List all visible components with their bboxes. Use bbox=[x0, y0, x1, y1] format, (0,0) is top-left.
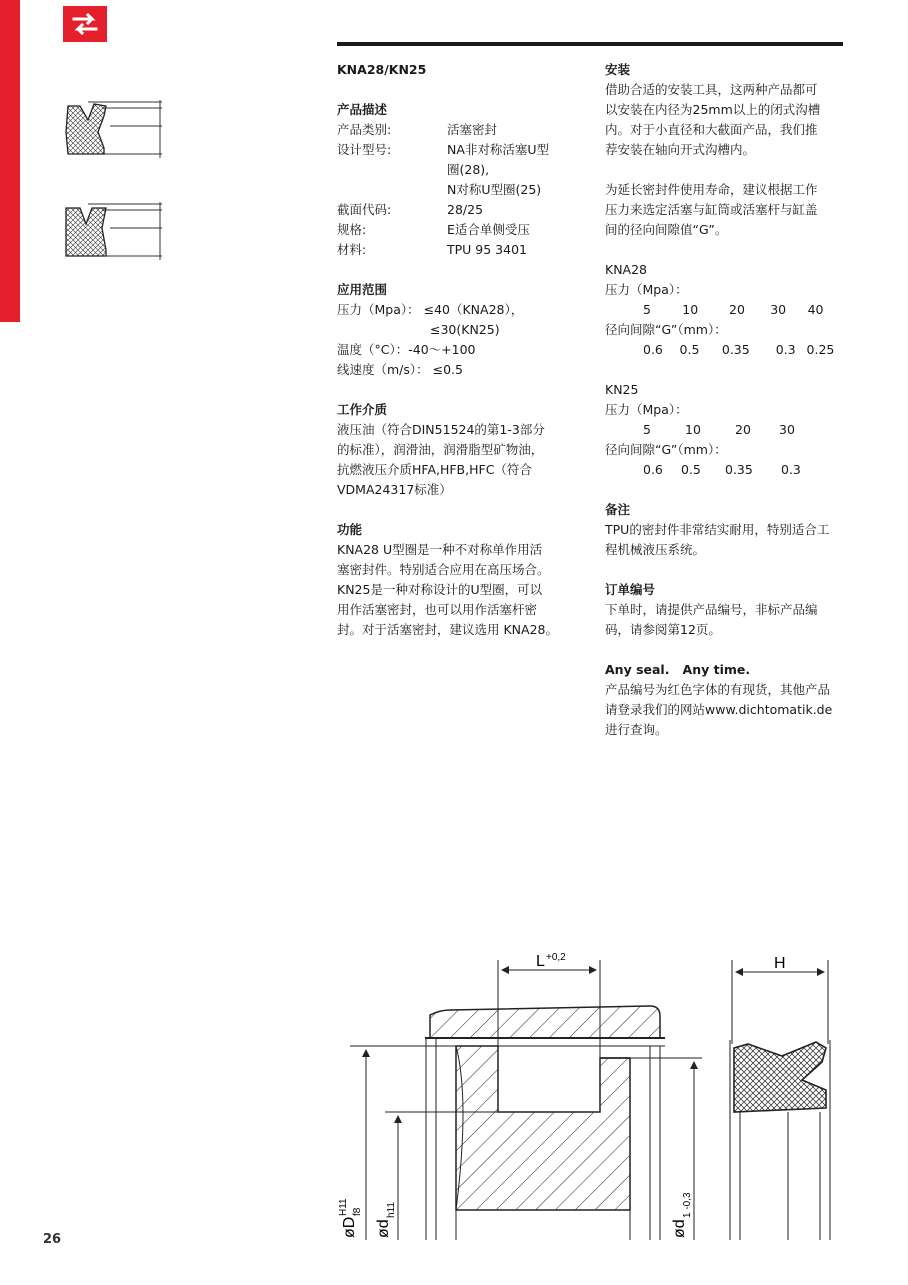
text-line: 进行查询。 bbox=[605, 722, 668, 737]
kn25-pressure-label: 压力（Mpa）： bbox=[605, 402, 688, 417]
description-row bbox=[337, 120, 567, 140]
kn25-profile-thumbnail bbox=[58, 200, 164, 262]
text-line: KNA28 U型圈是一种不对称单作用活 bbox=[337, 542, 543, 557]
installation-text bbox=[605, 80, 845, 160]
table-value: 30 bbox=[770, 302, 787, 317]
text-line: 请登录我们的网站www.dichtomatik.de bbox=[605, 702, 833, 717]
svg-text:øD: øD bbox=[341, 1216, 358, 1238]
description-value: 28/25 bbox=[447, 202, 484, 217]
text-line: 塞密封件。特别适合应用在高压场合。 bbox=[337, 562, 550, 577]
kn25-pressures bbox=[605, 420, 845, 440]
table-value: 0.3 bbox=[781, 462, 801, 477]
text-line: TPU的密封件非常结实耐用，特别适合工 bbox=[605, 522, 830, 537]
svg-text:f8: f8 bbox=[352, 1207, 363, 1216]
description-row bbox=[337, 200, 567, 220]
dim-H-label: H bbox=[774, 955, 786, 972]
dim-D-label bbox=[338, 1198, 363, 1238]
dim-L-label: L bbox=[536, 953, 545, 970]
application-line: ≤30(KN25) bbox=[430, 322, 500, 337]
table-value: 20 bbox=[729, 302, 745, 317]
text-line: 借助合适的安装工具，这两种产品都可 bbox=[605, 82, 818, 97]
text-line: 间的径向间隙值“G”。 bbox=[605, 222, 728, 237]
description-label: 截面代码: bbox=[337, 202, 392, 217]
double-arrow-icon bbox=[72, 13, 98, 35]
description-label: 产品类别: bbox=[337, 122, 392, 137]
text-line: 封。对于活塞密封，建议选用 KNA28。 bbox=[337, 622, 558, 637]
kna28-profile-thumbnail bbox=[58, 98, 164, 160]
application-line: 线速度（m/s）： ≤0.5 bbox=[337, 362, 463, 377]
table-value: 5 bbox=[643, 422, 651, 437]
svg-text:h11: h11 bbox=[386, 1202, 397, 1218]
dim-d-label bbox=[375, 1202, 397, 1238]
table-value: 20 bbox=[735, 422, 751, 437]
description-label bbox=[337, 180, 447, 200]
text-line: 程机械液压系统。 bbox=[605, 542, 706, 557]
media-text bbox=[337, 420, 567, 500]
text-line: 码，请参阅第12页。 bbox=[605, 622, 721, 637]
table-value: 0.6 bbox=[643, 462, 663, 477]
text-line: KN25是一种对称设计的U型圈，可以 bbox=[337, 582, 543, 597]
description-row bbox=[337, 220, 567, 240]
description-row bbox=[337, 180, 567, 200]
kn25-gap-label: 径向间隙“G”（mm）： bbox=[605, 442, 727, 457]
svg-text:ød: ød bbox=[375, 1219, 392, 1238]
table-value: 40 bbox=[807, 302, 824, 317]
kna28-pressure-label: 压力（Mpa）： bbox=[605, 282, 688, 297]
left-column bbox=[337, 60, 567, 640]
kna28-gap-label: 径向间隙“G”（mm）： bbox=[605, 322, 727, 337]
text-line: 压力来选定活塞与缸筒或活塞杆与缸盖 bbox=[605, 202, 818, 217]
description-label: 规格: bbox=[337, 222, 367, 237]
description-value: E适合单侧受压 bbox=[447, 222, 530, 237]
svg-text:H11: H11 bbox=[338, 1198, 349, 1216]
kna28-name: KNA28 bbox=[605, 262, 648, 277]
order-text bbox=[605, 600, 845, 640]
table-value: 0.3 bbox=[775, 342, 796, 357]
text-line: 以安装在内径为25mm以上的闭式沟槽 bbox=[605, 102, 821, 117]
product-title: KNA28/KN25 bbox=[337, 62, 427, 77]
table-value: 30 bbox=[779, 422, 795, 437]
text-line: 产品编号为红色字体的有现货，其他产品 bbox=[605, 682, 831, 697]
table-value: 10 bbox=[685, 422, 701, 437]
text-line: 的标准），润滑油，润滑脂型矿物油， bbox=[337, 442, 544, 457]
function-heading: 功能 bbox=[337, 522, 363, 537]
description-table bbox=[337, 120, 567, 260]
text-line: 液压油（符合DIN51524的第1-3部分 bbox=[337, 422, 545, 437]
description-row bbox=[337, 160, 567, 180]
text-line: 为延长密封件使用寿命，建议根据工作 bbox=[605, 182, 818, 197]
table-value: 0.6 bbox=[643, 342, 663, 357]
slogan-heading: Any seal. Any time. bbox=[605, 662, 751, 677]
svg-text:ød: ød bbox=[671, 1219, 688, 1238]
text-line: 内。对于小直径和大截面产品，我们推 bbox=[605, 122, 818, 137]
description-row bbox=[337, 140, 567, 160]
kna28-gaps bbox=[605, 340, 845, 360]
text-line: 用作活塞密封，也可以用作活塞杆密 bbox=[337, 602, 538, 617]
installation-text-2 bbox=[605, 180, 845, 240]
description-row bbox=[337, 240, 567, 260]
installation-drawing bbox=[330, 940, 840, 1250]
svg-text:1 -0,3: 1 -0,3 bbox=[682, 1192, 693, 1218]
text-line: 下单时，请提供产品编号，非标产品编 bbox=[605, 602, 818, 617]
description-value: N对称U型圈(25) bbox=[447, 182, 542, 197]
kn25-name: KN25 bbox=[605, 382, 639, 397]
text-line: VDMA24317标准） bbox=[337, 482, 452, 497]
dim-d1-label bbox=[671, 1192, 693, 1238]
text-line: 抗燃液压介质HFA,HFB,HFC（符合 bbox=[337, 462, 532, 477]
table-value: 0.25 bbox=[806, 342, 835, 357]
order-heading: 订单编号 bbox=[605, 582, 656, 597]
top-rule bbox=[337, 42, 843, 46]
table-value: 0.5 bbox=[681, 462, 701, 477]
cylinder-wall bbox=[430, 1006, 660, 1038]
kn25-gaps bbox=[605, 460, 845, 480]
seal-section bbox=[734, 1042, 826, 1112]
brand-logo bbox=[63, 6, 107, 42]
table-value: 0.35 bbox=[725, 462, 753, 477]
kna28-pressures bbox=[605, 300, 845, 320]
description-heading: 产品描述 bbox=[337, 102, 388, 117]
description-value: TPU 95 3401 bbox=[447, 242, 527, 257]
description-label bbox=[337, 160, 447, 180]
description-label: 设计型号: bbox=[337, 142, 392, 157]
page-number: 26 bbox=[43, 1232, 62, 1247]
note-text bbox=[605, 520, 845, 560]
installation-heading: 安装 bbox=[605, 62, 631, 77]
application-line: 温度（°C）：-40～+100 bbox=[337, 342, 476, 357]
media-heading: 工作介质 bbox=[337, 402, 388, 417]
description-label: 材料: bbox=[337, 242, 367, 257]
slogan-text bbox=[605, 680, 845, 740]
table-value: 10 bbox=[682, 302, 699, 317]
description-value: NA非对称活塞U型 bbox=[447, 142, 550, 157]
red-side-bar bbox=[0, 0, 20, 322]
function-text bbox=[337, 540, 567, 640]
description-value: 活塞密封 bbox=[447, 122, 498, 137]
table-value: 5 bbox=[643, 302, 651, 317]
table-value: 0.5 bbox=[679, 342, 700, 357]
piston-body bbox=[456, 1046, 630, 1210]
dim-L-tolerance: +0,2 bbox=[546, 952, 566, 963]
right-column bbox=[605, 60, 845, 740]
application-line: 压力（Mpa）： ≤40（KNA28）， bbox=[337, 302, 524, 317]
application-heading: 应用范围 bbox=[337, 282, 388, 297]
text-line: 荐安装在轴向开式沟槽内。 bbox=[605, 142, 756, 157]
note-heading: 备注 bbox=[605, 502, 631, 517]
table-value: 0.35 bbox=[721, 342, 750, 357]
description-value: 圈(28), bbox=[447, 162, 490, 177]
